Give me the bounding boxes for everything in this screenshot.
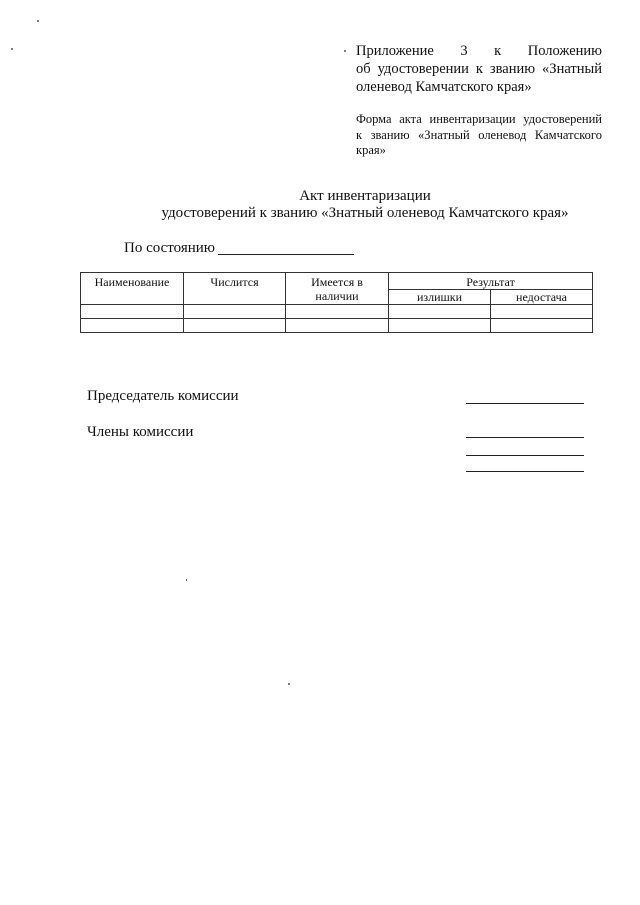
table-cell[interactable] xyxy=(389,319,491,333)
table-cell[interactable] xyxy=(286,305,389,319)
table-row xyxy=(81,305,593,319)
scan-speck xyxy=(288,683,290,685)
document-subtitle: удостоверений к званию «Знатный оленевод Камчатского края» xyxy=(161,205,569,221)
inventory-table xyxy=(80,272,593,333)
table-cell[interactable] xyxy=(491,319,593,333)
scan-speck xyxy=(344,50,346,52)
header-available-line-2: наличии xyxy=(315,289,359,303)
table-cell[interactable] xyxy=(184,305,286,319)
header-available-line-1: Имеется в xyxy=(311,275,363,289)
header-name: Наименование xyxy=(81,273,184,305)
member-signature-line[interactable] xyxy=(466,471,584,472)
table-cell[interactable] xyxy=(491,305,593,319)
chair-label: Председатель комиссии xyxy=(87,388,239,404)
header-available xyxy=(286,273,389,305)
form-note xyxy=(356,112,602,159)
table-row xyxy=(81,319,593,333)
member-signature-line[interactable] xyxy=(466,437,584,438)
as-of-label: По состоянию xyxy=(124,240,216,256)
table-cell[interactable] xyxy=(81,305,184,319)
appendix-line-2: об удостоверении к званию «Знатный xyxy=(356,61,602,77)
appendix-line-1: Приложение 3 к Положению xyxy=(356,43,602,59)
table-cell[interactable] xyxy=(184,319,286,333)
as-of-date-field[interactable] xyxy=(218,254,354,255)
header-listed: Числится xyxy=(184,273,286,305)
scan-speck xyxy=(11,48,13,50)
chair-signature-line[interactable] xyxy=(466,403,584,404)
form-note-line-1: Форма акта инвентаризации удостоверений xyxy=(356,112,602,126)
table-cell[interactable] xyxy=(81,319,184,333)
appendix-line-3: оленевод Камчатского края» xyxy=(356,79,532,95)
scan-speck xyxy=(37,20,39,22)
header-shortage: недостача xyxy=(491,290,593,305)
table-cell[interactable] xyxy=(389,305,491,319)
document-title: Акт инвентаризации xyxy=(299,188,431,204)
header-surplus: излишки xyxy=(389,290,491,305)
scan-speck xyxy=(186,579,187,581)
form-note-line-3: края» xyxy=(356,143,386,157)
appendix-header xyxy=(356,42,602,96)
members-label: Члены комиссии xyxy=(87,424,194,440)
table-cell[interactable] xyxy=(286,319,389,333)
form-note-line-2: к званию «Знатный оленевод Камчатского xyxy=(356,127,602,142)
header-result: Результат xyxy=(389,273,593,290)
member-signature-line[interactable] xyxy=(466,455,584,456)
